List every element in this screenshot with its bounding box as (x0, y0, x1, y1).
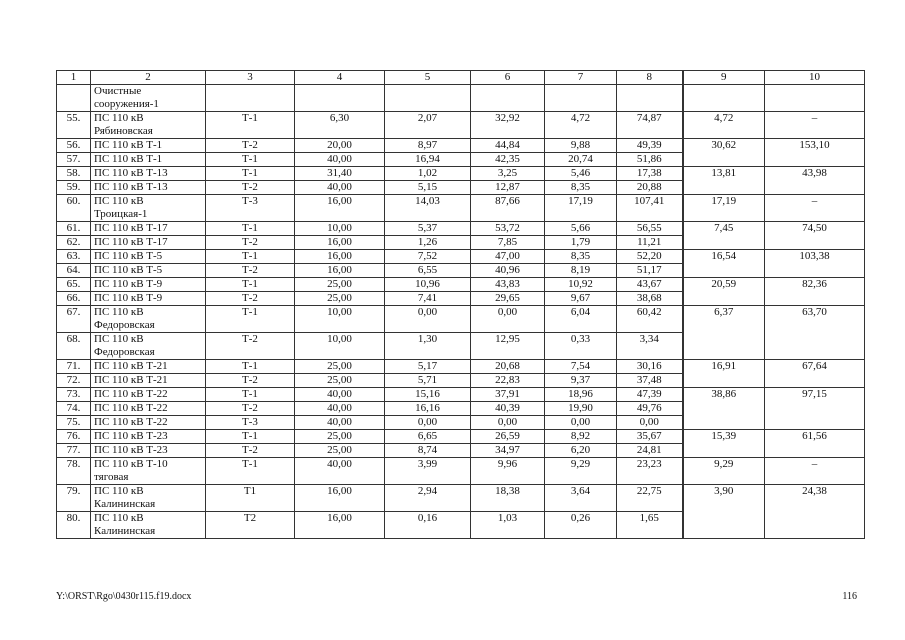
cell-tr: Т-2 (206, 139, 295, 153)
cell-c7: 9,67 (545, 292, 617, 306)
cell-c4: 16,00 (295, 264, 385, 278)
header-cell: 4 (295, 71, 385, 85)
table-body (57, 71, 865, 539)
cell-c4: 6,30 (295, 112, 385, 139)
cell-tr: Т-2 (206, 264, 295, 278)
cell-c6: 1,03 (471, 512, 545, 539)
cell-n: 67. (57, 306, 91, 333)
cell-c10: 97,15 (765, 388, 865, 430)
cell-n: 56. (57, 139, 91, 153)
cell-c5: 2,94 (385, 485, 471, 512)
cell-c6: 0,00 (471, 416, 545, 430)
cell-c5: 5,15 (385, 181, 471, 195)
cell-n: 63. (57, 250, 91, 264)
cell-c4: 16,00 (295, 485, 385, 512)
cell-c8: 17,38 (617, 167, 683, 181)
cell-name: ПС 110 кВ Т-13 (91, 181, 206, 195)
cell-c7: 6,04 (545, 306, 617, 333)
cell-c4: 16,00 (295, 250, 385, 264)
cell-c6: 9,96 (471, 458, 545, 485)
cell-name: ПС 110 кВ Т-17 (91, 222, 206, 236)
footer-file-path: Y:\ORST\Rgo\0430r115.f19.docx (56, 591, 192, 602)
cell-tr: Т-1 (206, 306, 295, 333)
cell-c8: 37,48 (617, 374, 683, 388)
cell-c9: 16,91 (683, 360, 765, 388)
cell-c7: 0,00 (545, 416, 617, 430)
cell-tr: Т-2 (206, 333, 295, 360)
cell-c7: 3,64 (545, 485, 617, 512)
cell-c10: 63,70 (765, 306, 865, 360)
cell-c10: 103,38 (765, 250, 865, 278)
cell-n: 71. (57, 360, 91, 374)
cell-tr: Т-1 (206, 278, 295, 292)
footer-page-number: 116 (842, 591, 857, 602)
cell-name: ПС 110 кВ Т-17 (91, 236, 206, 250)
cell-c4: 16,00 (295, 236, 385, 250)
cell-tr: Т-1 (206, 430, 295, 444)
cell-c5: 6,55 (385, 264, 471, 278)
cell-c10: 67,64 (765, 360, 865, 388)
header-cell: 8 (617, 71, 683, 85)
cell-c5: 16,16 (385, 402, 471, 416)
cell-c7: 0,33 (545, 333, 617, 360)
cell-c6: 0,00 (471, 306, 545, 333)
cell-c10: 82,36 (765, 278, 865, 306)
cell-c9: 13,81 (683, 167, 765, 195)
cell-c7: 6,20 (545, 444, 617, 458)
cell-name: ПС 110 кВ Троицкая-1 (91, 195, 206, 222)
table-row (57, 485, 865, 512)
cell-c6: 32,92 (471, 112, 545, 139)
cell-c6: 12,87 (471, 181, 545, 195)
cell-n (57, 85, 91, 112)
cell-c10: – (765, 195, 865, 222)
cell-c9: 38,86 (683, 388, 765, 430)
cell-c5: 0,00 (385, 306, 471, 333)
cell-c4 (295, 85, 385, 112)
cell-c5: 7,41 (385, 292, 471, 306)
cell-tr: Т-2 (206, 402, 295, 416)
cell-name: ПС 110 кВ Т-5 (91, 264, 206, 278)
cell-name: ПС 110 кВ Рябиновская (91, 112, 206, 139)
cell-n: 57. (57, 153, 91, 167)
cell-c7: 18,96 (545, 388, 617, 402)
cell-c6: 40,96 (471, 264, 545, 278)
cell-c7: 8,19 (545, 264, 617, 278)
cell-c4: 40,00 (295, 388, 385, 402)
cell-c8: 23,23 (617, 458, 683, 485)
cell-c8: 60,42 (617, 306, 683, 333)
cell-c7: 0,26 (545, 512, 617, 539)
table-row (57, 430, 865, 444)
cell-c7: 8,92 (545, 430, 617, 444)
cell-c10: 43,98 (765, 167, 865, 195)
cell-c5: 15,16 (385, 388, 471, 402)
cell-c8: 56,55 (617, 222, 683, 236)
cell-c4: 31,40 (295, 167, 385, 181)
cell-n: 61. (57, 222, 91, 236)
cell-c4: 10,00 (295, 306, 385, 333)
cell-n: 60. (57, 195, 91, 222)
cell-c8: 47,39 (617, 388, 683, 402)
cell-tr: Т-1 (206, 167, 295, 181)
cell-tr: Т-1 (206, 112, 295, 139)
table-row (57, 112, 865, 139)
cell-c6: 26,59 (471, 430, 545, 444)
cell-c6: 3,25 (471, 167, 545, 181)
cell-c8: 51,17 (617, 264, 683, 278)
cell-c8: 1,65 (617, 512, 683, 539)
header-cell: 2 (91, 71, 206, 85)
cell-c10: – (765, 112, 865, 139)
header-cell: 3 (206, 71, 295, 85)
cell-c8: 3,34 (617, 333, 683, 360)
cell-n: 77. (57, 444, 91, 458)
cell-n: 72. (57, 374, 91, 388)
header-cell: 9 (683, 71, 765, 85)
cell-c4: 40,00 (295, 181, 385, 195)
cell-n: 75. (57, 416, 91, 430)
cell-c4: 10,00 (295, 222, 385, 236)
cell-c5: 8,97 (385, 139, 471, 153)
cell-c10: – (765, 458, 865, 485)
cell-c6: 40,39 (471, 402, 545, 416)
cell-name: ПС 110 кВ Т-10 тяговая (91, 458, 206, 485)
cell-c10 (765, 85, 865, 112)
cell-c5: 0,16 (385, 512, 471, 539)
cell-c7: 5,66 (545, 222, 617, 236)
header-cell: 6 (471, 71, 545, 85)
cell-n: 65. (57, 278, 91, 292)
cell-c9: 15,39 (683, 430, 765, 458)
cell-c7: 4,72 (545, 112, 617, 139)
cell-tr: Т-1 (206, 250, 295, 264)
cell-name: ПС 110 кВ Федоровская (91, 333, 206, 360)
cell-c4: 40,00 (295, 153, 385, 167)
cell-c8: 107,41 (617, 195, 683, 222)
cell-c9: 9,29 (683, 458, 765, 485)
cell-n: 79. (57, 485, 91, 512)
table-row (57, 388, 865, 402)
cell-c4: 40,00 (295, 416, 385, 430)
cell-c5 (385, 85, 471, 112)
cell-c5: 16,94 (385, 153, 471, 167)
cell-name: ПС 110 кВ Т-5 (91, 250, 206, 264)
cell-tr: Т-1 (206, 222, 295, 236)
cell-tr: Т-2 (206, 181, 295, 195)
cell-n: 73. (57, 388, 91, 402)
cell-name: ПС 110 кВ Федоровская (91, 306, 206, 333)
cell-c7: 9,29 (545, 458, 617, 485)
cell-c6: 53,72 (471, 222, 545, 236)
cell-c5: 5,17 (385, 360, 471, 374)
cell-c5: 8,74 (385, 444, 471, 458)
cell-c7: 9,88 (545, 139, 617, 153)
cell-c7: 7,54 (545, 360, 617, 374)
cell-tr: Т-2 (206, 374, 295, 388)
cell-c8: 24,81 (617, 444, 683, 458)
cell-n: 80. (57, 512, 91, 539)
cell-c7: 9,37 (545, 374, 617, 388)
cell-name: ПС 110 кВ Т-9 (91, 292, 206, 306)
cell-tr: Т-2 (206, 292, 295, 306)
cell-c6 (471, 85, 545, 112)
cell-c4: 25,00 (295, 360, 385, 374)
cell-n: 55. (57, 112, 91, 139)
cell-c9: 16,54 (683, 250, 765, 278)
cell-c8: 35,67 (617, 430, 683, 444)
cell-c6: 43,83 (471, 278, 545, 292)
cell-c8: 74,87 (617, 112, 683, 139)
cell-name: ПС 110 кВ Т-9 (91, 278, 206, 292)
cell-tr: Т-2 (206, 236, 295, 250)
cell-c5: 14,03 (385, 195, 471, 222)
cell-c4: 25,00 (295, 430, 385, 444)
cell-name: Очистные сооружения-1 (91, 85, 206, 112)
cell-n: 64. (57, 264, 91, 278)
cell-c6: 22,83 (471, 374, 545, 388)
cell-c5: 1,26 (385, 236, 471, 250)
table-row (57, 306, 865, 333)
cell-c10: 61,56 (765, 430, 865, 458)
cell-tr: Т2 (206, 512, 295, 539)
cell-c7: 10,92 (545, 278, 617, 292)
cell-tr: Т-1 (206, 388, 295, 402)
cell-tr: Т-3 (206, 195, 295, 222)
cell-c6: 7,85 (471, 236, 545, 250)
cell-c4: 40,00 (295, 402, 385, 416)
data-table (56, 70, 865, 539)
cell-c5: 6,65 (385, 430, 471, 444)
cell-c8: 43,67 (617, 278, 683, 292)
cell-c6: 34,97 (471, 444, 545, 458)
cell-name: ПС 110 кВ Калининская (91, 485, 206, 512)
cell-name: ПС 110 кВ Т-13 (91, 167, 206, 181)
cell-c9: 20,59 (683, 278, 765, 306)
cell-c8: 38,68 (617, 292, 683, 306)
cell-c6: 12,95 (471, 333, 545, 360)
cell-c4: 10,00 (295, 333, 385, 360)
cell-name: ПС 110 кВ Т-22 (91, 388, 206, 402)
cell-c6: 44,84 (471, 139, 545, 153)
cell-c5: 1,02 (385, 167, 471, 181)
cell-c8: 0,00 (617, 416, 683, 430)
cell-c9: 6,37 (683, 306, 765, 360)
cell-tr: Т-3 (206, 416, 295, 430)
cell-name: ПС 110 кВ Т-1 (91, 153, 206, 167)
cell-name: ПС 110 кВ Т-23 (91, 430, 206, 444)
cell-tr: Т-1 (206, 153, 295, 167)
table-row (57, 222, 865, 236)
cell-c5: 1,30 (385, 333, 471, 360)
cell-c5: 10,96 (385, 278, 471, 292)
cell-c5: 0,00 (385, 416, 471, 430)
cell-c6: 29,65 (471, 292, 545, 306)
cell-c6: 20,68 (471, 360, 545, 374)
cell-tr: Т-1 (206, 360, 295, 374)
cell-c6: 47,00 (471, 250, 545, 264)
header-cell: 1 (57, 71, 91, 85)
cell-c9: 7,45 (683, 222, 765, 250)
cell-c8: 52,20 (617, 250, 683, 264)
cell-n: 62. (57, 236, 91, 250)
cell-c8: 51,86 (617, 153, 683, 167)
cell-c8: 11,21 (617, 236, 683, 250)
cell-c4: 25,00 (295, 278, 385, 292)
header-cell: 7 (545, 71, 617, 85)
cell-name: ПС 110 кВ Т-21 (91, 360, 206, 374)
cell-n: 76. (57, 430, 91, 444)
table-row (57, 195, 865, 222)
cell-n: 58. (57, 167, 91, 181)
cell-c4: 40,00 (295, 458, 385, 485)
table-row (57, 167, 865, 181)
cell-c5: 2,07 (385, 112, 471, 139)
cell-c9 (683, 85, 765, 112)
cell-c8: 22,75 (617, 485, 683, 512)
cell-c9: 17,19 (683, 195, 765, 222)
cell-c7: 1,79 (545, 236, 617, 250)
cell-name: ПС 110 кВ Т-22 (91, 402, 206, 416)
cell-c4: 25,00 (295, 374, 385, 388)
cell-tr: Т1 (206, 485, 295, 512)
cell-c10: 74,50 (765, 222, 865, 250)
cell-name: ПС 110 кВ Т-22 (91, 416, 206, 430)
cell-c7 (545, 85, 617, 112)
cell-c4: 25,00 (295, 444, 385, 458)
cell-c7: 20,74 (545, 153, 617, 167)
cell-c9: 3,90 (683, 485, 765, 539)
table-row (57, 85, 865, 112)
cell-name: ПС 110 кВ Калининская (91, 512, 206, 539)
cell-n: 78. (57, 458, 91, 485)
cell-n: 59. (57, 181, 91, 195)
cell-c8 (617, 85, 683, 112)
table-row (57, 139, 865, 153)
table-row (57, 458, 865, 485)
header-cell: 5 (385, 71, 471, 85)
cell-c8: 49,39 (617, 139, 683, 153)
cell-c7: 8,35 (545, 181, 617, 195)
cell-c6: 37,91 (471, 388, 545, 402)
cell-c7: 19,90 (545, 402, 617, 416)
cell-c4: 25,00 (295, 292, 385, 306)
table-row (57, 360, 865, 374)
cell-name: ПС 110 кВ Т-1 (91, 139, 206, 153)
cell-c6: 42,35 (471, 153, 545, 167)
cell-c4: 16,00 (295, 195, 385, 222)
table-row (57, 278, 865, 292)
cell-c8: 30,16 (617, 360, 683, 374)
cell-c7: 17,19 (545, 195, 617, 222)
cell-c5: 7,52 (385, 250, 471, 264)
cell-c6: 87,66 (471, 195, 545, 222)
cell-c9: 4,72 (683, 112, 765, 139)
cell-tr: Т-1 (206, 458, 295, 485)
header-row (57, 71, 865, 85)
cell-c4: 16,00 (295, 512, 385, 539)
header-cell: 10 (765, 71, 865, 85)
cell-c6: 18,38 (471, 485, 545, 512)
cell-c5: 5,71 (385, 374, 471, 388)
cell-c7: 5,46 (545, 167, 617, 181)
cell-c10: 24,38 (765, 485, 865, 539)
cell-c5: 5,37 (385, 222, 471, 236)
cell-c8: 20,88 (617, 181, 683, 195)
cell-c8: 49,76 (617, 402, 683, 416)
cell-n: 68. (57, 333, 91, 360)
cell-c5: 3,99 (385, 458, 471, 485)
cell-c4: 20,00 (295, 139, 385, 153)
cell-c10: 153,10 (765, 139, 865, 167)
cell-c7: 8,35 (545, 250, 617, 264)
cell-n: 74. (57, 402, 91, 416)
cell-c9: 30,62 (683, 139, 765, 167)
cell-name: ПС 110 кВ Т-23 (91, 444, 206, 458)
table-row (57, 250, 865, 264)
cell-n: 66. (57, 292, 91, 306)
cell-tr (206, 85, 295, 112)
cell-name: ПС 110 кВ Т-21 (91, 374, 206, 388)
cell-tr: Т-2 (206, 444, 295, 458)
